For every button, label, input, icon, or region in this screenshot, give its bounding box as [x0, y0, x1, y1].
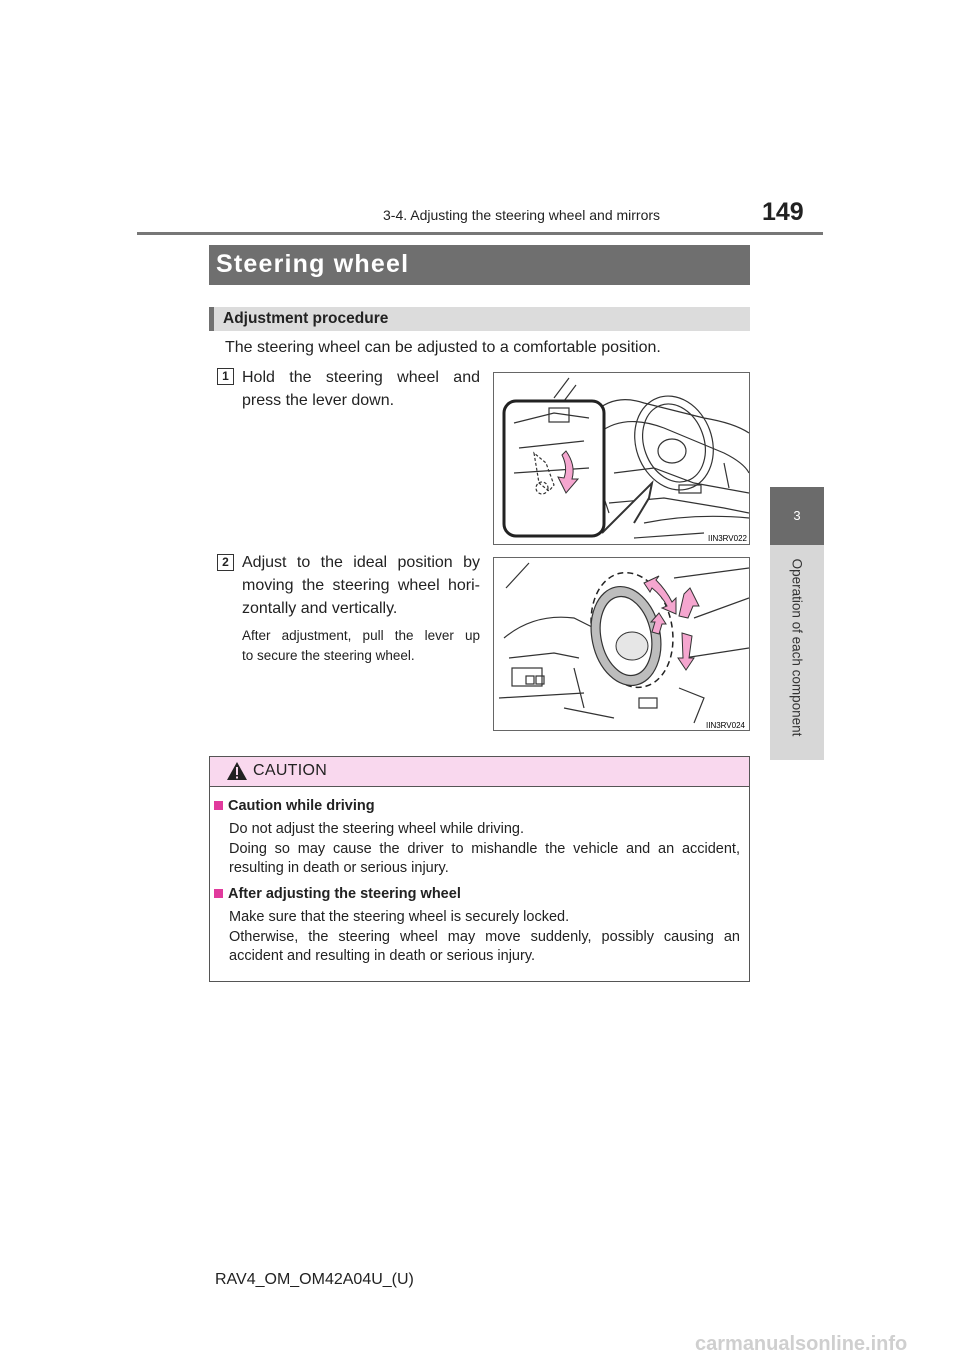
- caution-paragraph: Make sure that the steering wheel is securely locked.: [229, 909, 570, 925]
- figure-wheel-adjust: [493, 557, 750, 731]
- caution-item-1-body: [229, 820, 740, 879]
- warning-triangle-icon: [226, 761, 248, 781]
- caution-title: CAUTION: [253, 762, 328, 779]
- chapter-tab-label: Operation of each component: [789, 558, 805, 737]
- intro-text: The steering wheel can be adjusted to a comfortable position.: [225, 339, 661, 356]
- page-title: Steering wheel: [216, 250, 410, 278]
- lever-illustration: [494, 373, 750, 545]
- watermark: carmanualsonline.info: [695, 1333, 908, 1355]
- caution-item-heading: [214, 886, 461, 902]
- step-2-note: [242, 626, 480, 666]
- caution-item-1-heading: Caution while driving: [228, 798, 375, 814]
- document-code: RAV4_OM_OM42A04U_(U): [215, 1271, 414, 1288]
- caution-paragraph: Do not adjust the steering wheel while driving.: [229, 821, 524, 837]
- bullet-square-icon: [214, 801, 223, 810]
- step-1-number: 1: [217, 368, 234, 385]
- step-2-note-line: After adjustment, pull the lever up: [242, 628, 480, 643]
- step-2-line: moving the steering wheel hori-: [242, 577, 480, 594]
- chapter-tab-number: 3: [793, 508, 801, 523]
- caution-paragraph: resulting in death or serious injury.: [229, 860, 449, 876]
- figure-1-code: IIN3RV022: [708, 534, 747, 543]
- caution-item-2-body: [229, 908, 740, 967]
- caution-paragraph: Otherwise, the steering wheel may move suddenly, possibly causing an: [229, 928, 740, 945]
- step-2-note-line: to secure the steering wheel.: [242, 648, 415, 663]
- step-2-line: zontally and vertically.: [242, 600, 398, 617]
- step-1-line: Hold the steering wheel and: [242, 369, 480, 386]
- caution-item-heading: [214, 798, 375, 814]
- wheel-adjust-illustration: [494, 558, 750, 731]
- step-2-line: Adjust to the ideal position by: [242, 554, 480, 571]
- caution-paragraph: Doing so may cause the driver to mishandle the vehicle and an accident,: [229, 840, 740, 857]
- step-2-text: [242, 551, 480, 620]
- caution-item-2-heading: After adjusting the steering wheel: [228, 886, 461, 902]
- section-subtitle: Adjustment procedure: [223, 310, 389, 327]
- step-2-number: 2: [217, 554, 234, 571]
- header-rule: [137, 232, 823, 235]
- figure-2-code: IIN3RV024: [706, 721, 745, 730]
- header-section-title: 3-4. Adjusting the steering wheel and mirrors: [383, 207, 661, 223]
- step-1-line: press the lever down.: [242, 392, 395, 409]
- caution-paragraph: accident and resulting in death or serious injury.: [229, 948, 536, 964]
- bullet-square-icon: [214, 889, 223, 898]
- page-number: 149: [762, 198, 804, 226]
- step-1-text: [242, 366, 480, 412]
- figure-lever-release: [493, 372, 750, 545]
